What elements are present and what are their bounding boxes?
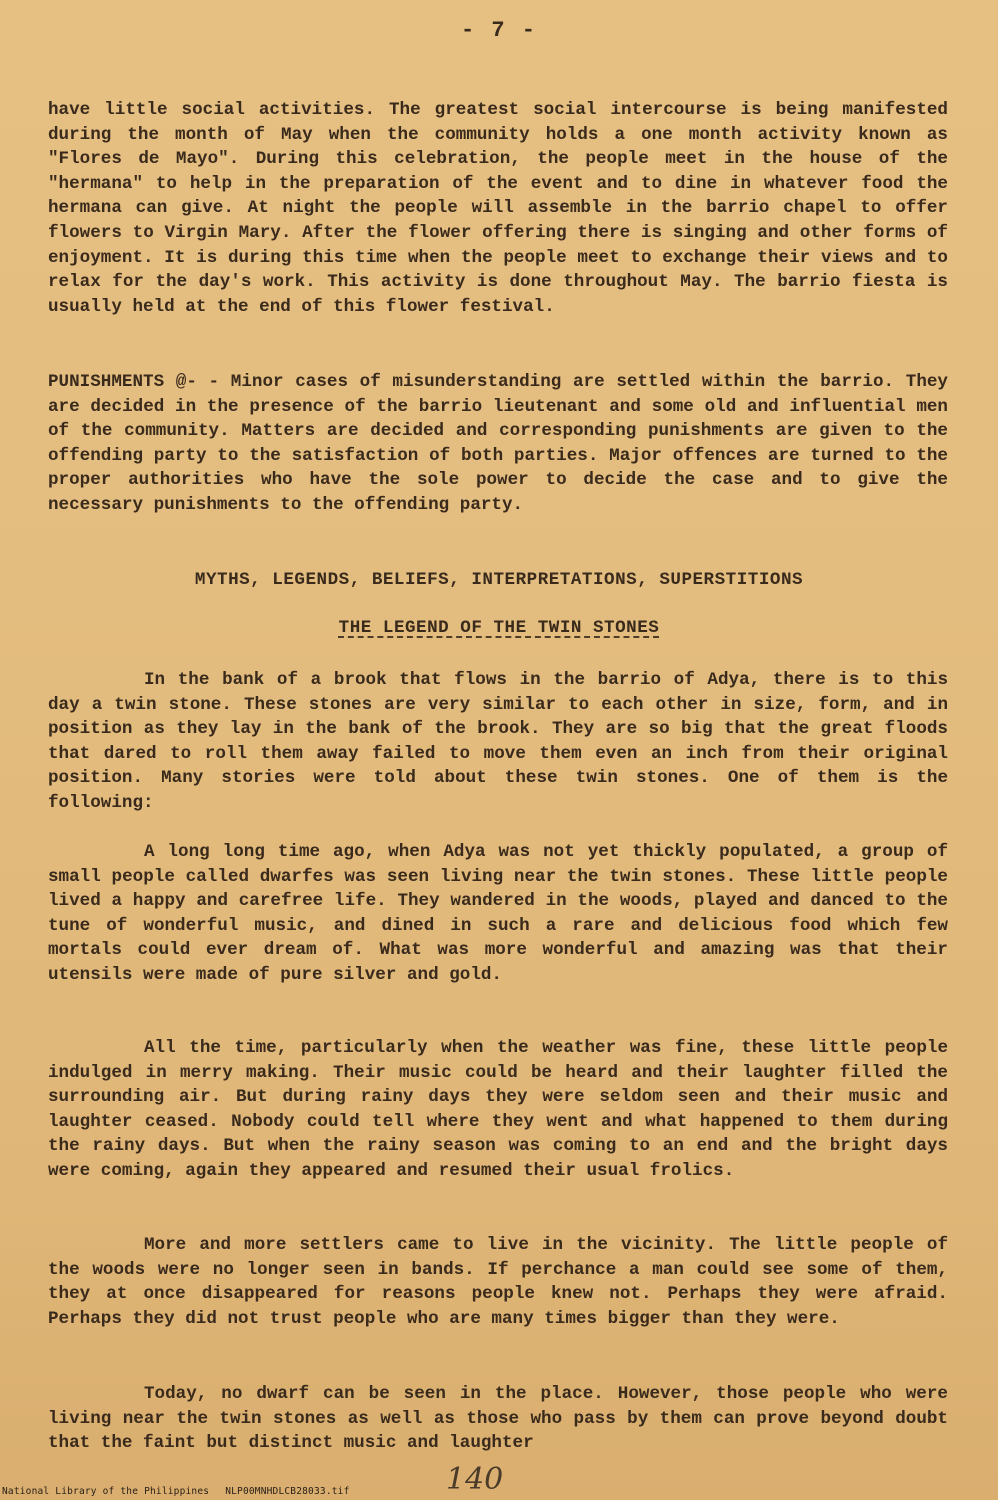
legend-title-wrapper bbox=[0, 618, 998, 638]
scan-footer bbox=[2, 1486, 350, 1497]
legend-title: THE LEGEND OF THE TWIN STONES bbox=[338, 618, 660, 638]
paragraph-legend-intro: In the bank of a brook that flows in the barrio of Adya, there is to this day a twin stone. These stones are very similar to each other in size, form, and in position as they lay in the bank of the brook. They are so big that the great floods that dared to roll them away failed to move them even an inch from their original position. Many stories were told about these twin stones. One of them is the following: bbox=[48, 670, 948, 813]
paragraph-social-activities: have little social activities. The greatest social intercourse is being manifested during the month of May when the community holds a one month activity known as "Flores de Mayo". During this celebration, the people meet in the house of the "hermana" to help in the preparation of the event and to dine in whatever food the hermana can give. At night the people will assemble in the barrio chapel to offer flowers to Virgin Mary. After the flower offering there is singing and other forms of enjoyment. It is during this time when the people meet to exchange their views and to relax for the day's work. This activity is done throughout May. The barrio fiesta is usually held at the end of this flower festival. bbox=[48, 100, 948, 317]
section-heading: MYTHS, LEGENDS, BELIEFS, INTERPRETATIONS, SUPERSTITIONS bbox=[194, 570, 804, 590]
paragraph-dwarfs: A long long time ago, when Adya was not yet thickly populated, a group of small people called dwarfes was seen living near the twin stones. These little people lived a happy and carefree life. They wandered in the woods, played and danced to the tune of wonderful music, and dined in such a rare and delicious food which few mortals could ever dream of. What was more wonderful and amazing was that their utensils were made of pure silver and gold. bbox=[48, 842, 948, 985]
page-number: - 7 - bbox=[460, 18, 537, 43]
paragraph-today: Today, no dwarf can be seen in the place. However, those people who were living near the twin stones as well as those who pass by them can prove beyond doubt that the faint but distinct music and laughter bbox=[48, 1384, 948, 1454]
footer-filename: NLP00MNHDLCB28033.tif bbox=[225, 1486, 350, 1497]
paragraph-merry-making: All the time, particularly when the weather was fine, these little people indulged in merry making. Their music could be heard and their laughter filled the surrounding air. But during rainy days they were seldom seen and their music and laughter ceased. Nobody could tell where they went and what happened to them during the rainy days. But when the rainy season was coming to an end and the bright days were coming, again they appeared and resumed their usual frolics. bbox=[48, 1038, 948, 1181]
handwritten-page-number: 140 bbox=[446, 1462, 504, 1497]
paragraph-settlers: More and more settlers came to live in the vicinity. The little people of the woods were no longer seen in bands. If perchance a man could see some of them, they at once disappeared for reasons people knew not. Perhaps they were afraid. Perhaps they did not trust people who are many times bigger than they were. bbox=[48, 1235, 948, 1329]
paragraph-punishments: PUNISHMENTS @- - Minor cases of misunderstanding are settled within the barrio. They are decided in the presence of the barrio lieutenant and some old and influential men of the community. Matters are decided and corresponding punishments are given to the offending party to the satisfaction of both parties. Major offences are turned to the proper authorities who have the sole power to decide the case and to give the necessary punishments to the offending party. bbox=[48, 372, 948, 515]
footer-library: National Library of the Philippines bbox=[2, 1486, 210, 1497]
